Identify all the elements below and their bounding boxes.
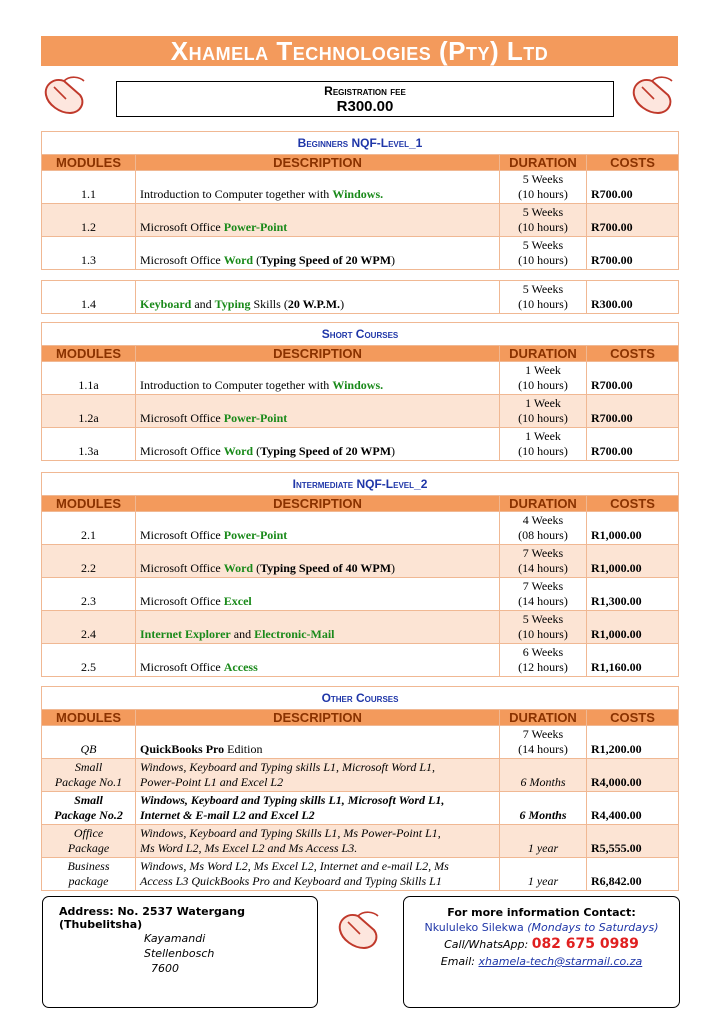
table-row <box>42 204 679 237</box>
module-code: Small Package No.2 <box>42 792 136 825</box>
modules-header: MODULES <box>42 346 136 362</box>
costs-header: COSTS <box>587 155 679 171</box>
course-cost: R700.00 <box>587 204 679 237</box>
table-row <box>42 578 679 611</box>
modules-header: MODULES <box>42 710 136 726</box>
company-banner: Xhamela Technologies (Pty) Ltd <box>41 36 678 66</box>
module-code: 1.4 <box>42 281 136 314</box>
course-description: Microsoft Office Power-Point <box>136 204 500 237</box>
table-row <box>42 759 679 792</box>
module-code: 2.2 <box>42 545 136 578</box>
course-description: Microsoft Office Word (Typing Speed of 20 WPM) <box>136 428 500 461</box>
module-code: Small Package No.1 <box>42 759 136 792</box>
costs-header: COSTS <box>587 710 679 726</box>
table-row <box>42 512 679 545</box>
keyboard-table <box>41 280 679 314</box>
module-code: 1.1 <box>42 171 136 204</box>
module-code: 1.2a <box>42 395 136 428</box>
course-cost: R6,842.00 <box>587 858 679 891</box>
table-header <box>42 155 679 171</box>
module-code: QB <box>42 726 136 759</box>
email-link[interactable]: xhamela-tech@starmail.co.za <box>478 955 643 968</box>
course-cost: R1,000.00 <box>587 545 679 578</box>
computer-mouse-icon <box>40 73 92 119</box>
contact-box <box>403 896 680 1008</box>
module-code: 1.3a <box>42 428 136 461</box>
course-cost: R700.00 <box>587 362 679 395</box>
duration-header: DURATION <box>500 346 587 362</box>
course-description: Microsoft Office Word (Typing Speed of 20 WPM) <box>136 237 500 270</box>
table-header <box>42 496 679 512</box>
course-description: Introduction to Computer together with Windows. <box>136 362 500 395</box>
course-description: Microsoft Office Power-Point <box>136 512 500 545</box>
table-row <box>42 171 679 204</box>
modules-header: MODULES <box>42 155 136 171</box>
duration-header: DURATION <box>500 496 587 512</box>
course-duration: 7 Weeks (14 hours) <box>500 726 587 759</box>
computer-mouse-icon <box>628 73 680 119</box>
costs-header: COSTS <box>587 346 679 362</box>
table-row <box>42 644 679 677</box>
module-code: 1.2 <box>42 204 136 237</box>
course-duration: 1 year <box>500 825 587 858</box>
course-duration: 5 Weeks (10 hours) <box>500 171 587 204</box>
table-row <box>42 825 679 858</box>
course-cost: R4,400.00 <box>587 792 679 825</box>
course-cost: R1,200.00 <box>587 726 679 759</box>
phone-number[interactable]: 082 675 0989 <box>531 936 639 952</box>
course-duration: 1 Week (10 hours) <box>500 362 587 395</box>
course-duration: 1 Week (10 hours) <box>500 428 587 461</box>
section-title: Beginners NQF-Level_1 <box>42 132 679 155</box>
course-description: Introduction to Computer together with Windows. <box>136 171 500 204</box>
registration-fee-label: Registration fee <box>324 84 406 98</box>
address-title: Address: No. 2537 Watergang (Thubelitsha) <box>59 905 245 931</box>
section-title: Intermediate NQF-Level_2 <box>42 473 679 496</box>
address-line: Stellenbosch <box>144 947 215 960</box>
address-box <box>42 896 318 1008</box>
course-description: Windows, Keyboard and Typing skills L1, Microsoft Word L1, Power-Point L1 and Excel L2 <box>136 759 500 792</box>
table-row <box>42 545 679 578</box>
table-row <box>42 237 679 270</box>
course-duration: 6 Months <box>500 792 587 825</box>
short-courses-table <box>41 322 679 461</box>
table-row <box>42 428 679 461</box>
registration-fee-amount: R300.00 <box>336 98 394 115</box>
intermediate-table <box>41 472 679 677</box>
course-duration: 4 Weeks (08 hours) <box>500 512 587 545</box>
duration-header: DURATION <box>500 155 587 171</box>
module-code: 2.5 <box>42 644 136 677</box>
course-duration: 7 Weeks (14 hours) <box>500 545 587 578</box>
course-description: Microsoft Office Excel <box>136 578 500 611</box>
beginners-table <box>41 131 679 270</box>
registration-fee-box <box>116 81 614 117</box>
course-cost: R700.00 <box>587 237 679 270</box>
contact-name-line: Nkululeko Silekwa (Mondays to Saturdays) <box>424 921 659 934</box>
course-cost: R1,000.00 <box>587 611 679 644</box>
module-code: Office Package <box>42 825 136 858</box>
section-title: Other Courses <box>42 687 679 710</box>
course-description: Windows, Keyboard and Typing skills L1, Microsoft Word L1, Internet & E-mail L2 and Excel L2 <box>136 792 500 825</box>
description-header: DESCRIPTION <box>136 496 500 512</box>
modules-header: MODULES <box>42 496 136 512</box>
contact-phone-line: Call/WhatsApp: 082 675 0989 <box>444 936 639 952</box>
course-description: Microsoft Office Access <box>136 644 500 677</box>
course-duration: 7 Weeks (14 hours) <box>500 578 587 611</box>
course-duration: 1 year <box>500 858 587 891</box>
description-header: DESCRIPTION <box>136 346 500 362</box>
course-description: QuickBooks Pro Edition <box>136 726 500 759</box>
course-cost: R700.00 <box>587 171 679 204</box>
course-duration: 5 Weeks (10 hours) <box>500 237 587 270</box>
table-row <box>42 395 679 428</box>
address-line: 7600 <box>151 962 179 975</box>
table-header <box>42 710 679 726</box>
table-row <box>42 726 679 759</box>
module-code: 1.1a <box>42 362 136 395</box>
contact-title: For more information Contact: <box>447 906 636 919</box>
description-header: DESCRIPTION <box>136 710 500 726</box>
duration-header: DURATION <box>500 710 587 726</box>
course-description: Windows, Keyboard and Typing Skills L1, Ms Power-Point L1, Ms Word L2, Ms Excel L2 and Ms Access L3. <box>136 825 500 858</box>
course-description: Windows, Ms Word L2, Ms Excel L2, Internet and e-mail L2, Ms Access L3 QuickBooks Pro and Keyboard and Typing Skills L1 <box>136 858 500 891</box>
course-cost: R300.00 <box>587 281 679 314</box>
course-description: Internet Explorer and Electronic-Mail <box>136 611 500 644</box>
table-row <box>42 611 679 644</box>
course-duration: 5 Weeks (10 hours) <box>500 204 587 237</box>
course-cost: R1,160.00 <box>587 644 679 677</box>
table-row <box>42 362 679 395</box>
course-description: Keyboard and Typing Skills (20 W.P.M.) <box>136 281 500 314</box>
section-title: Short Courses <box>42 323 679 346</box>
module-code: 2.3 <box>42 578 136 611</box>
course-duration: 5 Weeks (10 hours) <box>500 611 587 644</box>
course-duration: 5 Weeks (10 hours) <box>500 281 587 314</box>
course-duration: 6 Months <box>500 759 587 792</box>
module-code: 1.3 <box>42 237 136 270</box>
course-cost: R1,000.00 <box>587 512 679 545</box>
module-code: 2.4 <box>42 611 136 644</box>
course-description: Microsoft Office Word (Typing Speed of 40 WPM) <box>136 545 500 578</box>
table-row <box>42 858 679 891</box>
contact-email-line: Email: xhamela-tech@starmail.co.za <box>440 955 643 968</box>
computer-mouse-icon <box>334 908 386 954</box>
module-code: Business package <box>42 858 136 891</box>
table-row <box>42 792 679 825</box>
course-cost: R5,555.00 <box>587 825 679 858</box>
course-cost: R1,300.00 <box>587 578 679 611</box>
course-cost: R4,000.00 <box>587 759 679 792</box>
other-courses-table <box>41 686 679 891</box>
course-cost: R700.00 <box>587 395 679 428</box>
table-row <box>42 281 679 314</box>
address-line: Kayamandi <box>144 932 206 945</box>
course-description: Microsoft Office Power-Point <box>136 395 500 428</box>
table-header <box>42 346 679 362</box>
course-duration: 6 Weeks (12 hours) <box>500 644 587 677</box>
description-header: DESCRIPTION <box>136 155 500 171</box>
costs-header: COSTS <box>587 496 679 512</box>
module-code: 2.1 <box>42 512 136 545</box>
course-cost: R700.00 <box>587 428 679 461</box>
course-duration: 1 Week (10 hours) <box>500 395 587 428</box>
